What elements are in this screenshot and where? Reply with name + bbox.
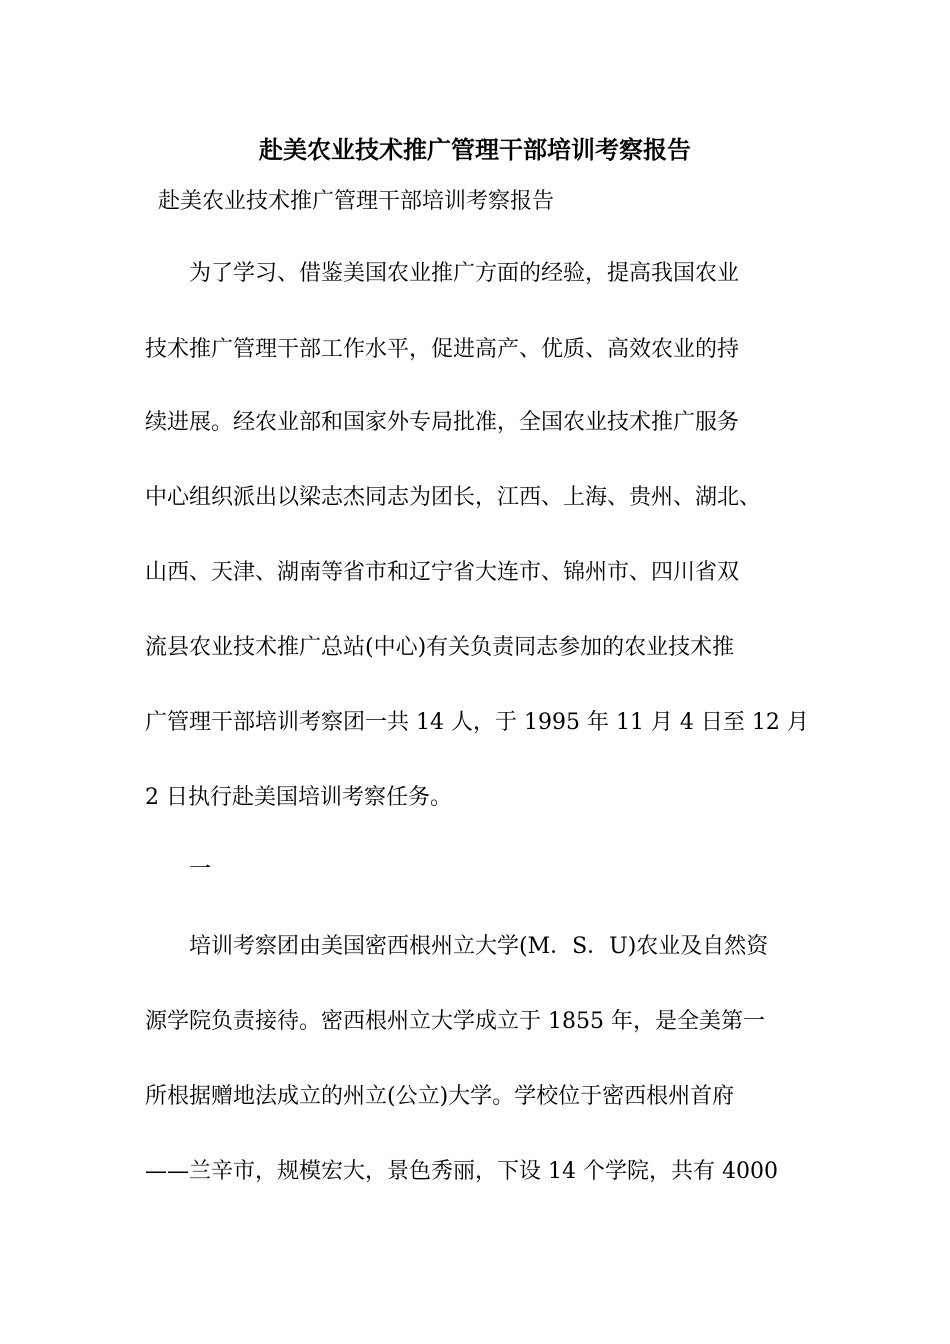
document-title: 赴美农业技术推广管理干部培训考察报告 (259, 135, 691, 164)
body-line: 2 日执行赴美国培训考察任务。 (145, 785, 452, 810)
body-line: 所根据赠地法成立的州立(公立)大学。学校位于密西根州首府 (145, 1084, 735, 1109)
body-line: 广管理干部培训考察团一共 14 人，于 1995 年 11 月 4 日至 12 月 (145, 710, 809, 735)
body-line: 培训考察团由美国密西根州立大学(M．S．U)农业及自然资 (145, 934, 769, 959)
document-subtitle: 赴美农业技术推广管理干部培训考察报告 (158, 189, 555, 214)
body-line: 中心组织派出以梁志杰同志为团长，江西、上海、贵州、湖北、 (145, 485, 762, 510)
body-line: 技术推广管理干部工作水平，促进高产、优质、高效农业的持 (145, 337, 740, 362)
body-line: 流县农业技术推广总站(中心)有关负责同志参加的农业技术推 (145, 635, 735, 660)
section-heading: 一 (145, 857, 212, 882)
body-line: 源学院负责接待。密西根州立大学成立于 1855 年，是全美第一 (145, 1009, 765, 1034)
body-line: 山西、天津、湖南等省市和辽宁省大连市、锦州市、四川省双 (145, 560, 740, 585)
body-line: 续进展。经农业部和国家外专局批准，全国农业技术推广服务 (145, 410, 740, 435)
body-line: 为了学习、借鉴美国农业推广方面的经验，提高我国农业 (145, 261, 740, 286)
body-line: ——兰辛市，规模宏大，景色秀丽，下设 14 个学院，共有 4000 (145, 1159, 778, 1184)
